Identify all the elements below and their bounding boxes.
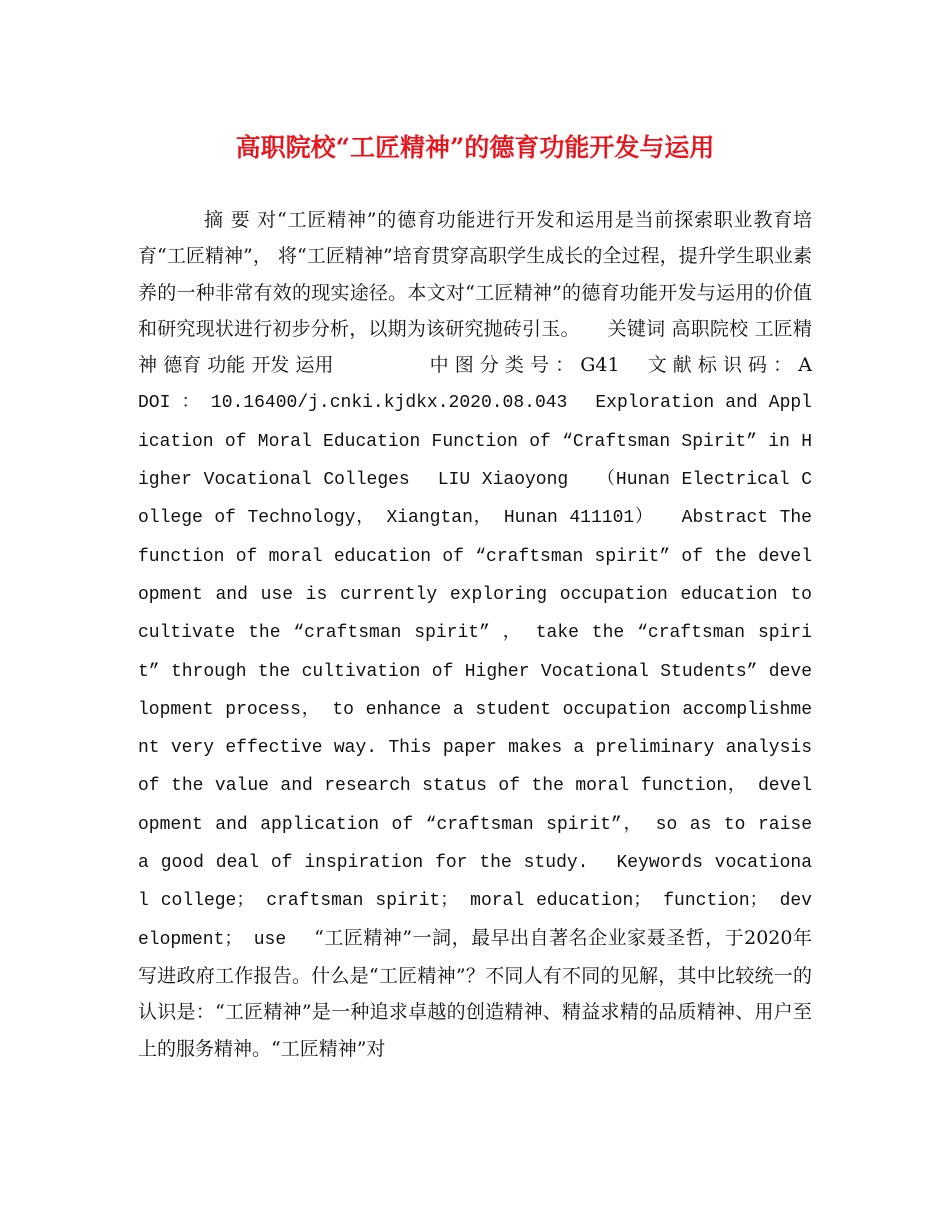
- classification-code: 中 图 分 类 号 ： G41: [429, 354, 620, 377]
- doi: DOI ： 10.16400/j.cnki.kjdkx.2020.08.043: [138, 393, 568, 414]
- abstract-cn: 摘 要 对“工匠精神”的德育功能进行开发和运用是当前探索职业教育培育“工匠精神”， 将“工匠精神”培育贯穿高职学生成长的全过程，提升学生职业素养的一种非常有效的现实途径。本文对“工匠精神”的德育功能开发与运用的价值和研究现状进行初步分析，以期为该研究抛砖引玉。: [138, 209, 812, 340]
- body-paragraph: “工匠精神”一詞，最早出自著名企业家聂圣哲，于2020年写进政府工作报告。什么是“工匠精神”？不同人有不同的见解，其中比较统一的认识是：“工匠精神”是一种追求卓越的创造精神、精益求精的品质精神、用户至上的服务精神。“工匠精神”对: [138, 926, 812, 1060]
- document-code: 文 献 标 识 码 ： A: [647, 354, 812, 377]
- document-title: 高职院校“工匠精神”的德育功能开发与运用: [235, 133, 715, 162]
- document-body: [138, 202, 812, 1067]
- author-affiliation: （Hunan Electrical College of Technology， Xiangtan， Hunan 411101）: [138, 470, 813, 529]
- author-name: LIU Xiaoyong: [437, 470, 569, 491]
- keywords-en: Keywords vocational college； craftsman spirit； moral education； function； development； use: [138, 853, 813, 950]
- abstract-en: Abstract The function of moral education of “craftsman spirit” of the development and use is currently exploring occupation education to cultivate the “craftsman spirit” ， take the “craftsman spirit” through the cultivation of Higher Vocational Students” development process， to enhance a student occupation accomplishment very effective way. This paper makes a preliminary analysis of the value and research status of the moral function， development and application of “craftsman spirit”， so as to raise a good deal of inspiration for the study.: [138, 508, 812, 874]
- english-title: Exploration and Application of Moral Education Function of “Craftsman Spirit” in Higher Vocational Colleges: [138, 393, 812, 491]
- keywords-cn: 关键词 高职院校 工匠精神 德育 功能 开发 运用: [138, 317, 812, 377]
